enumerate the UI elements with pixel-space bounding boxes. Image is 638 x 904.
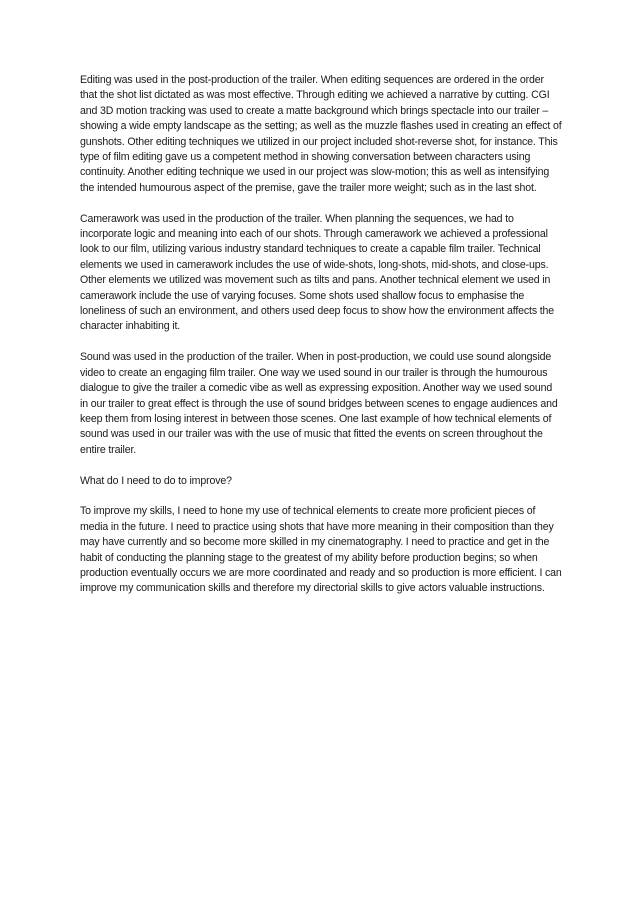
heading-improve: What do I need to do to improve? — [80, 474, 232, 487]
document-body — [80, 73, 562, 612]
paragraph-improve: To improve my skills, I need to hone my use of technical elements to create more proficient pieces of media in the future. I need to practice using shots that have more meaning in their composition than they may have currently and so become more skilled in my cinematography. I need to practice and get in the habit of conducting the planning stage to the greatest of my ability before production begins; so when production eventually occurs we are more coordinated and ready and so production is more efficient. I can improve my communication skills and therefore my directorial skills to give actors valuable instructions. — [80, 505, 562, 595]
paragraph-editing: Editing was used in the post-production of the trailer. When editing sequences are ordered in the order that the shot list dictated as was most effective. Through editing we achieved a narrative by cutting. CGI and 3D motion tracking was used to create a matte background which brings spectacle into our trailer – showing a wide empty landscape as the setting; as well as the muzzle flashes used in creating an effect of gunshots. Other editing techniques we utilized in our project included shot-reverse shot, for instance. This type of film editing gave us a competent method in showing conversation between characters using continuity. Another editing technique we used in our project was slow-motion; this as well as intensifying the intended humourous aspect of the premise, gave the trailer more weight; such as in the last shot. — [80, 74, 562, 194]
paragraph-sound: Sound was used in the production of the trailer. When in post-production, we could use sound alongside video to create an engaging film trailer. One way we used sound in our trailer is through the humourous dialogue to give the trailer a comedic vibe as well as expressing exposition. Another way we used sound in our trailer to great effect is through the use of sound bridges between scenes to engage audiences and keep them from losing interest in between those scenes. One last example of how technical elements of sound was used in our trailer was with the use of music that fitted the events on screen throughout the entire trailer. — [80, 351, 558, 456]
paragraph-camerawork: Camerawork was used in the production of the trailer. When planning the sequences, we had to incorporate logic and meaning into each of our shots. Through camerawork we achieved a professional look to our film, utilizing various industry standard techniques to create a capable film trailer. Technical elements we used in camerawork includes the use of wide-shots, long-shots, mid-shots, and close-ups. Other elements we utilized was movement such as tilts and pans. Another technical element we used in camerawork include the use of varying focuses. Some shots used shallow focus to emphasise the loneliness of such an environment, and others used deep focus to show how the environment affects the character inhabiting it. — [80, 212, 555, 333]
